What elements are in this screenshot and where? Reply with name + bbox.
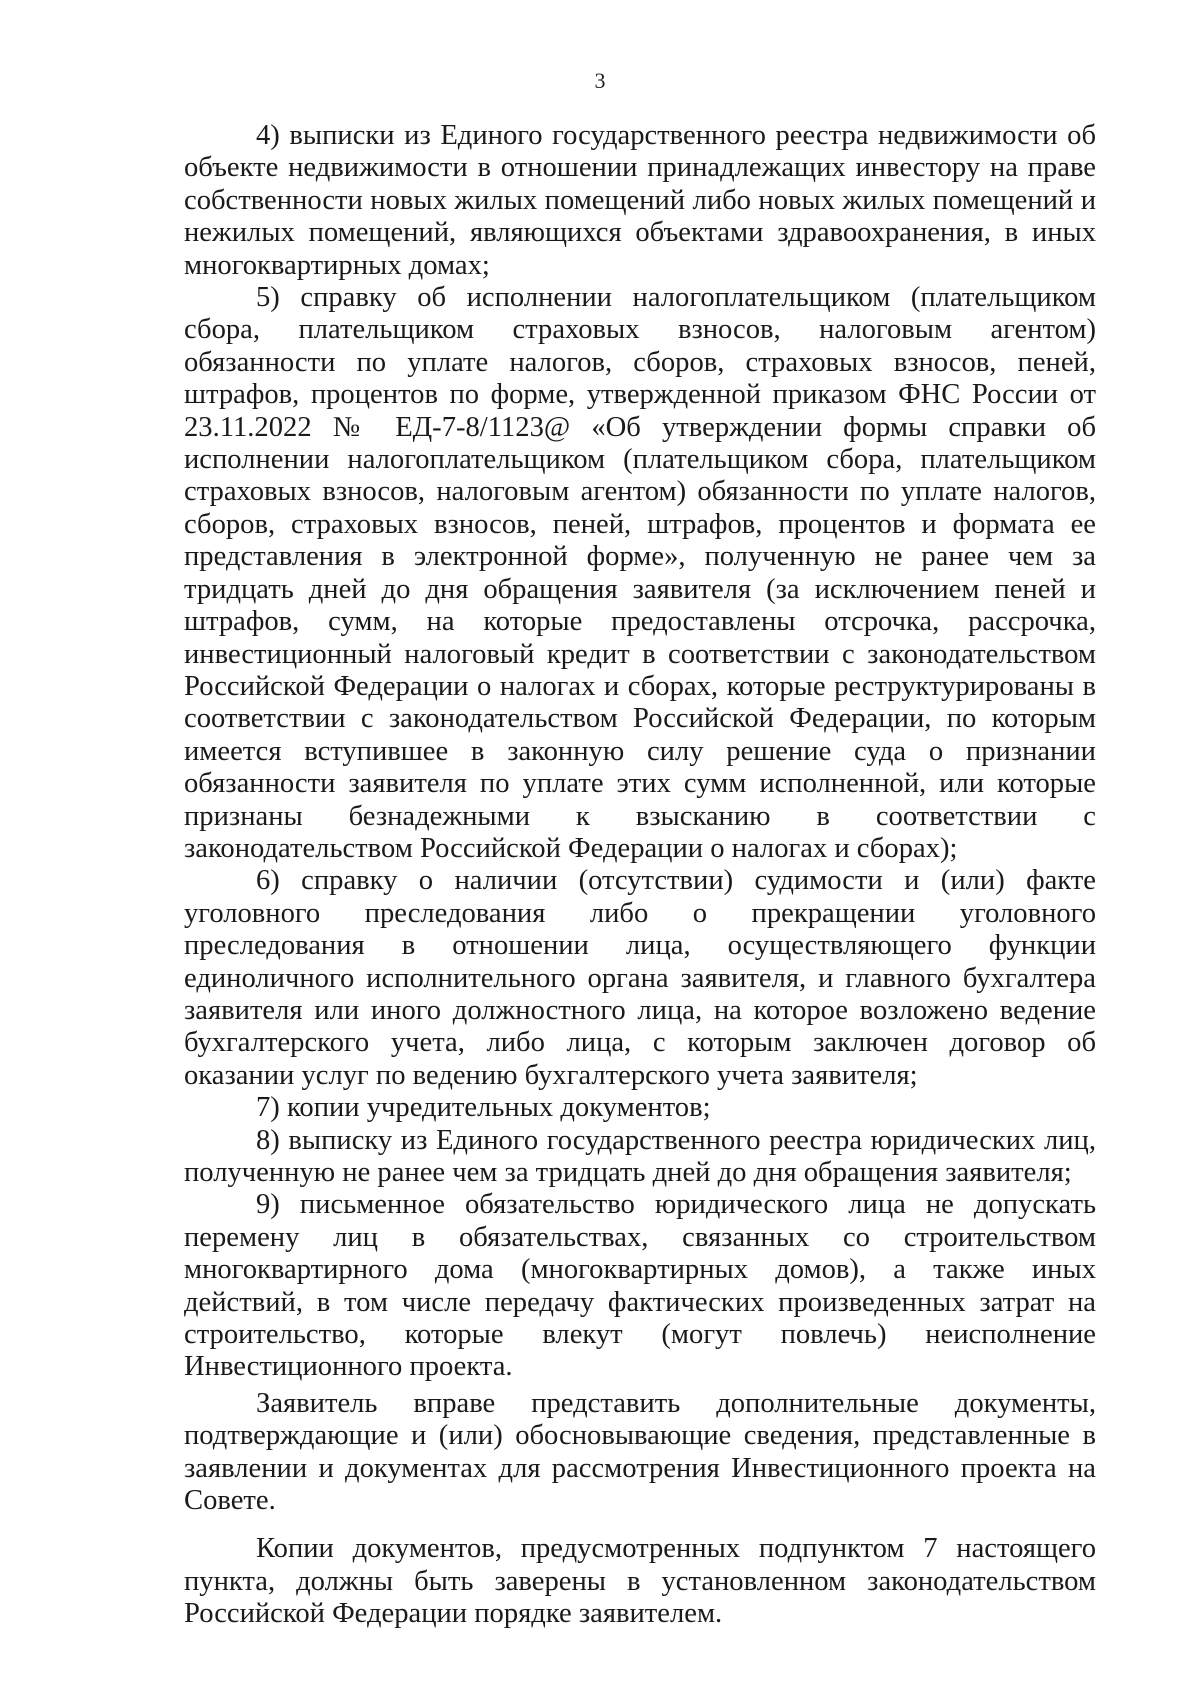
paragraph-item-4: 4) выписки из Единого государственного реестра недвижимости об объекте недвижимости в отношении принадлежащих инвестору на праве собственности новых жилых помещений либо новых жилых помещений и нежилых помещений, являющихся объектами здравоохранения, в иных многоквартирных домах; — [184, 120, 1096, 281]
paragraph-item-8: 8) выписку из Единого государственного реестра юридических лиц, полученную не ранее чем за тридцать дней до дня обращения заявителя; — [184, 1124, 1096, 1188]
paragraph-copies-certification: Копии документов, предусмотренных подпунктом 7 настоящего пункта, должны быть заверены в установленном законодательством Российской Федерации порядке заявителем. — [184, 1533, 1096, 1630]
paragraph-item-7: 7) копии учредительных документов; — [256, 1092, 711, 1124]
document-body — [184, 120, 1096, 1631]
paragraph-item-9: 9) письменное обязательство юридического лица не допускать перемену лиц в обязательствах, связанных со строительством многоквартирного дома (многоквартирных домов), а также иных действий, в том числе передачу фактических произведенных затрат на строительство, которые влекут (могут повлечь) неисполнение Инвестиционного проекта. — [184, 1189, 1096, 1383]
page-number: 3 — [594, 68, 606, 93]
paragraph-item-6: 6) справку о наличии (отсутствии) судимости и (или) факте уголовного преследования либо о прекращении уголовного преследования в отношении лица, осуществляющего функции единоличного исполнительного органа заявителя, и главного бухгалтера заявителя или иного должностного лица, на которое возложено ведение бухгалтерского учета, либо лица, с которым заключен договор об оказании услуг по ведению бухгалтерского учета заявителя; — [184, 865, 1096, 1091]
paragraph-additional-documents: Заявитель вправе представить дополнительные документы, подтверждающие и (или) обосновывающие сведения, представленные в заявлении и документах для рассмотрения Инвестиционного проекта на Совете. — [184, 1387, 1096, 1517]
paragraph-item-5: 5) справку об исполнении налогоплательщиком (плательщиком сбора, плательщиком страховых взносов, налоговым агентом) обязанности по уплате налогов, сборов, страховых взносов, пеней, штрафов, процентов по форме, утвержденной приказом ФНС России от 23.11.2022 № ЕД-7-8/1123@ «Об утверждении формы справки об исполнении налогоплательщиком (плательщиком сбора, плательщиком страховых взносов, налоговым агентом) обязанности по уплате налогов, сборов, страховых взносов, пеней, штрафов, процентов и формата ее представления в электронной форме», полученную не ранее чем за тридцать дней до дня обращения заявителя (за исключением пеней и штрафов, сумм, на которые предоставлены отсрочка, рассрочка, инвестиционный налоговый кредит в соответствии с законодательством Российской Федерации о налогах и сборах, которые реструктурированы в соответствии с законодательством Российской Федерации, по которым имеется вступившее в законную силу решение суда о признании обязанности заявителя по уплате этих сумм исполненной, или которые признаны безнадежными к взысканию в соответствии с законодательством Российской Федерации о налогах и сборах); — [184, 282, 1096, 864]
